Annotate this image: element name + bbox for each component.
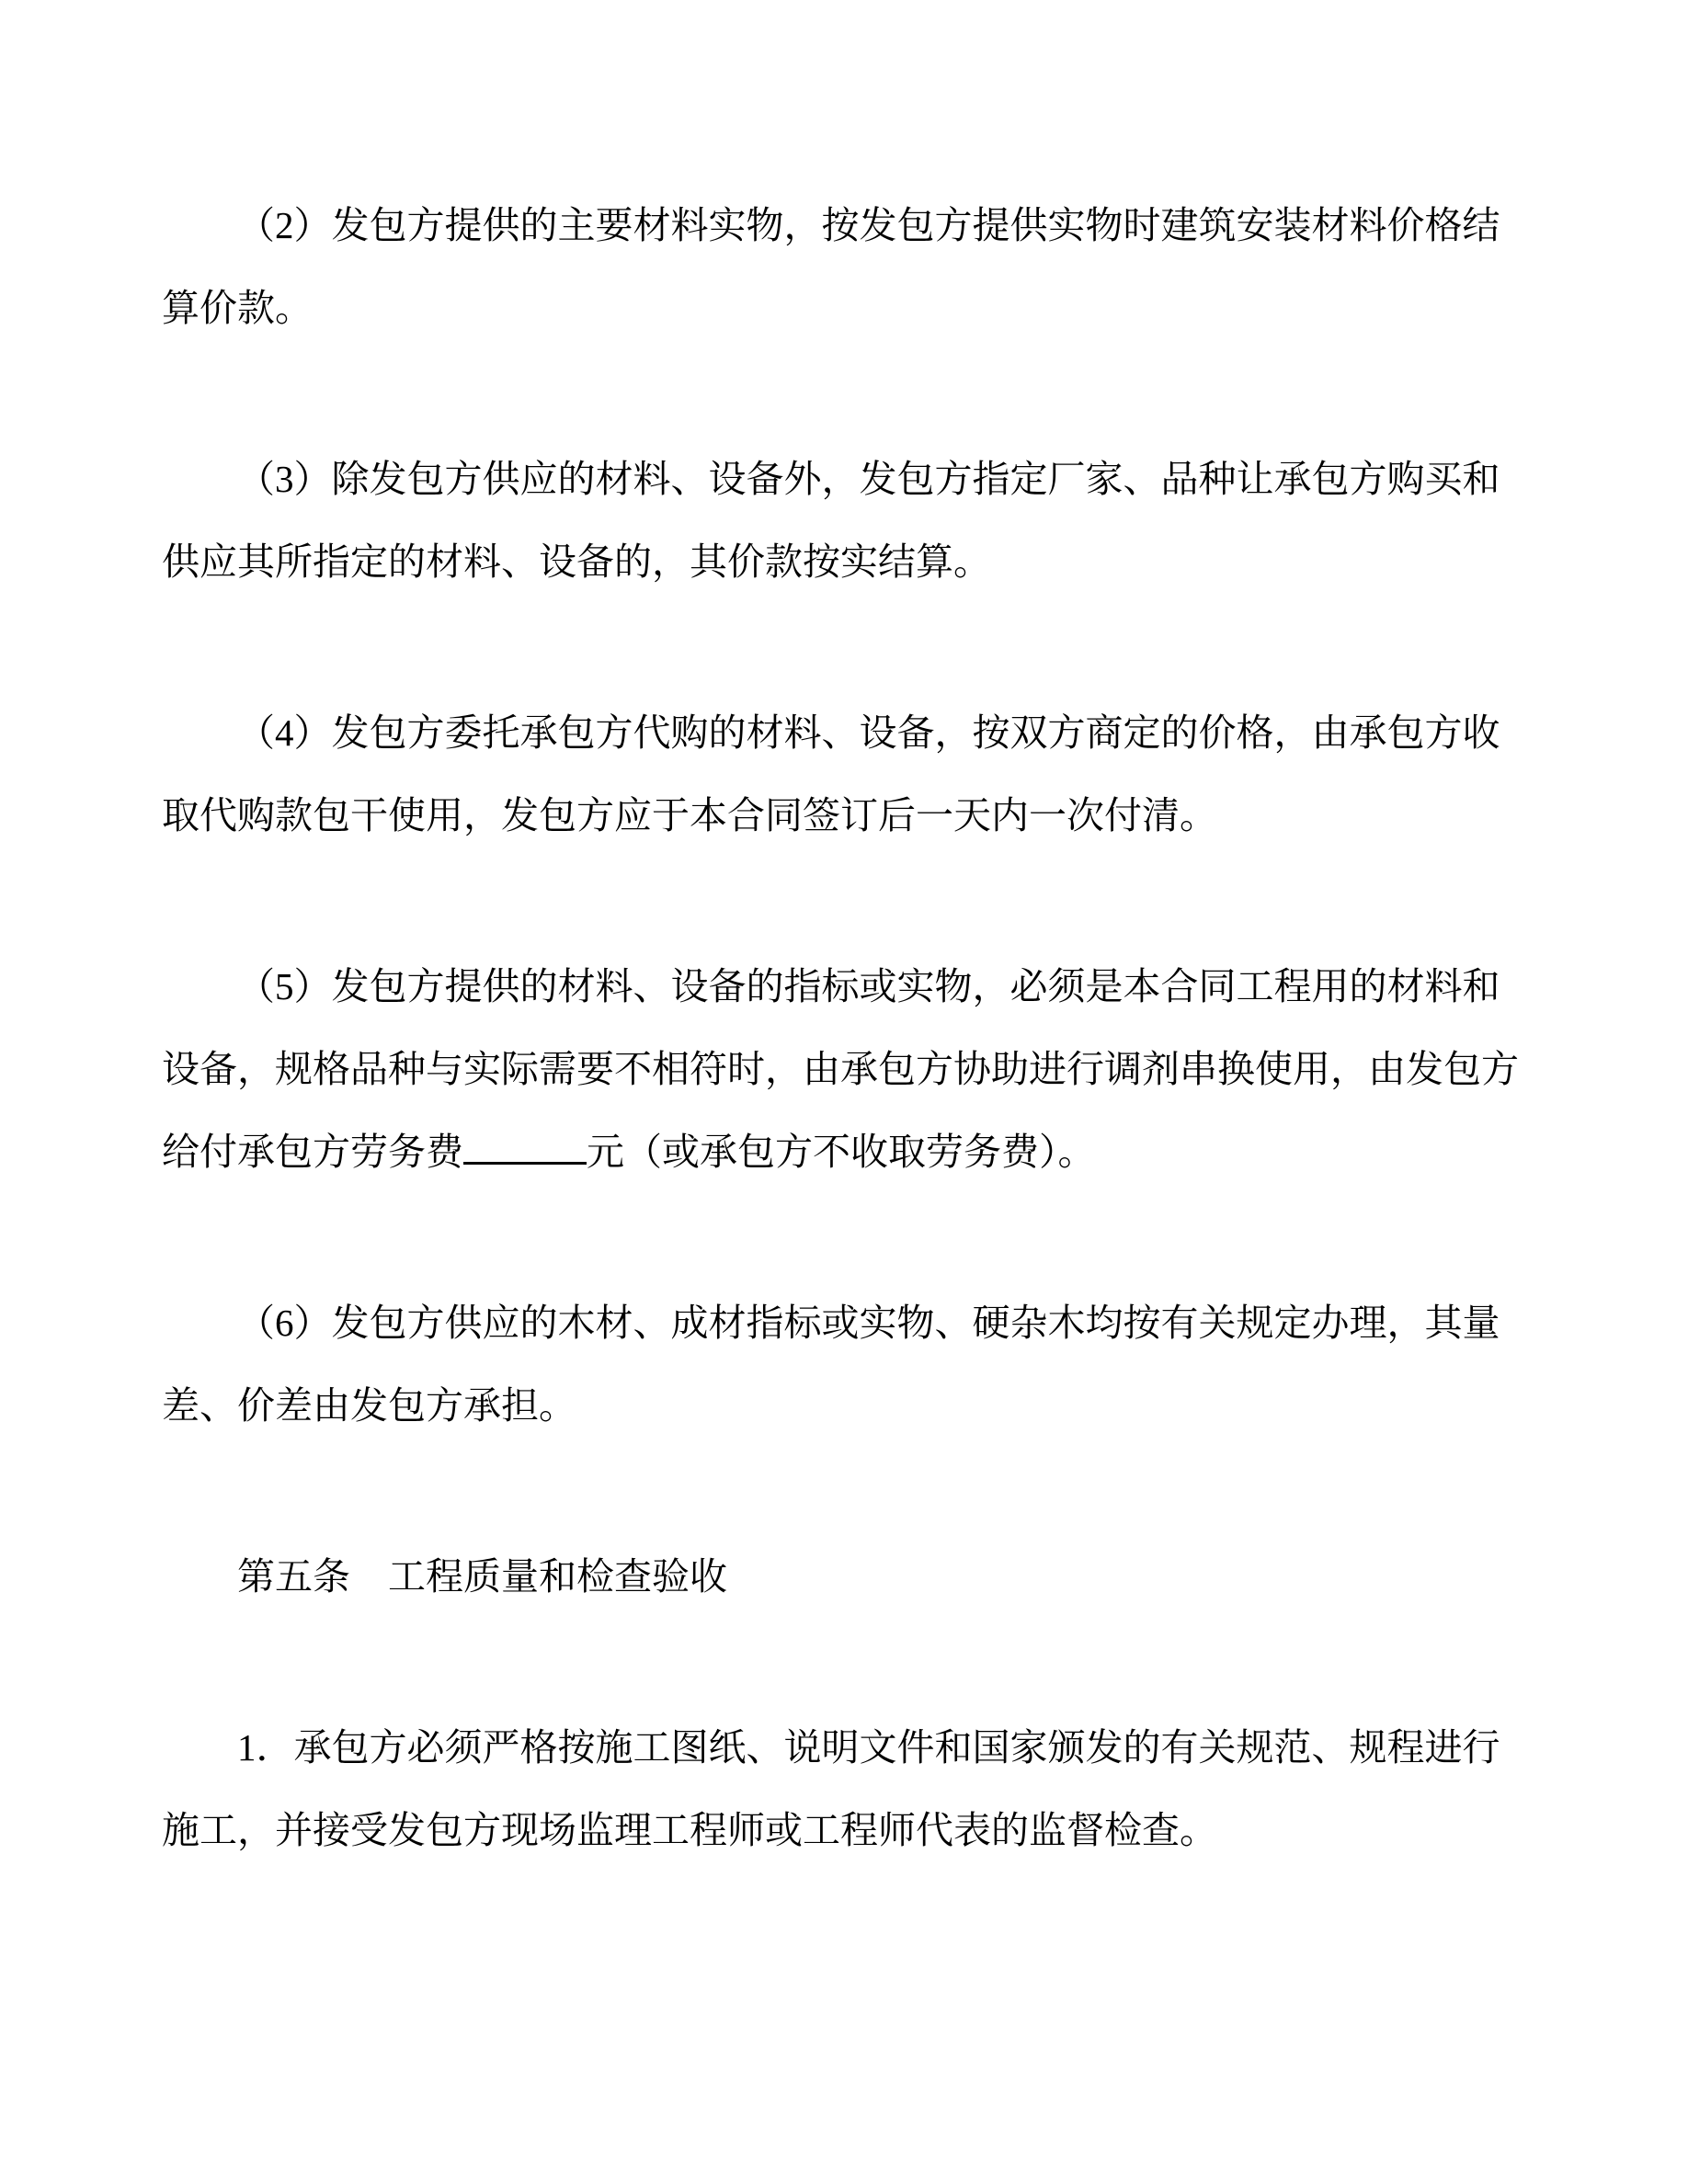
- clause-4-line-1: （4）发包方委托承包方代购的材料、设备，按双方商定的价格，由承包方收: [237, 711, 1500, 754]
- section-heading-number: 第五条: [237, 1555, 350, 1598]
- clause-3-line-1: （3）除发包方供应的材料、设备外，发包方指定厂家、品种让承包方购买和: [237, 458, 1500, 500]
- clause-5-paragraph: [162, 945, 1526, 1193]
- fill-in-blank-line: [463, 1162, 587, 1165]
- clause-2-paragraph: [162, 184, 1526, 349]
- section-heading-paragraph: [162, 1535, 1526, 1618]
- clause-5-line-3: [162, 1110, 1526, 1193]
- item-1-line-2: 施工，并接受发包方现场监理工程师或工程师代表的监督检查。: [162, 1809, 1217, 1851]
- clause-2-line-2: 算价款。: [162, 287, 313, 329]
- clause-5-line-2: 设备，规格品种与实际需要不相符时，由承包方协助进行调剂串换使用，由发包方: [162, 1048, 1519, 1090]
- clause-2-line-1: （2）发包方提供的主要材料实物，按发包方提供实物时建筑安装材料价格结: [237, 204, 1500, 246]
- section-heading: [162, 1535, 1526, 1618]
- clause-5-line-3-text-after: 元（或承包方不收取劳务费）。: [587, 1131, 1096, 1173]
- clause-3-line-2: 供应其所指定的材料、设备的，其价款按实结算。: [162, 540, 991, 583]
- clause-4-paragraph: [162, 691, 1526, 857]
- clause-6-line-1: （6）发包方供应的木材、成材指标或实物、硬杂木均按有关规定办理，其量: [237, 1302, 1500, 1344]
- clause-3-paragraph: [162, 438, 1526, 603]
- clause-5-line-3-text-before: 给付承包方劳务费: [162, 1131, 463, 1173]
- clause-4-line-2: 取代购款包干使用，发包方应于本合同签订后一天内一次付清。: [162, 794, 1217, 836]
- item-1-paragraph: [162, 1706, 1526, 1871]
- clause-6-line-2: 差、价差由发包方承担。: [162, 1384, 576, 1427]
- clause-6-paragraph: [162, 1281, 1526, 1447]
- clause-5-line-1: （5）发包方提供的材料、设备的指标或实物，必须是本合同工程用的材料和: [237, 965, 1500, 1007]
- section-heading-title: 工程质量和检查验收: [388, 1555, 727, 1598]
- item-1-line-1: 1．承包方必须严格按施工图纸、说明文件和国家颁发的有关规范、规程进行: [237, 1726, 1500, 1769]
